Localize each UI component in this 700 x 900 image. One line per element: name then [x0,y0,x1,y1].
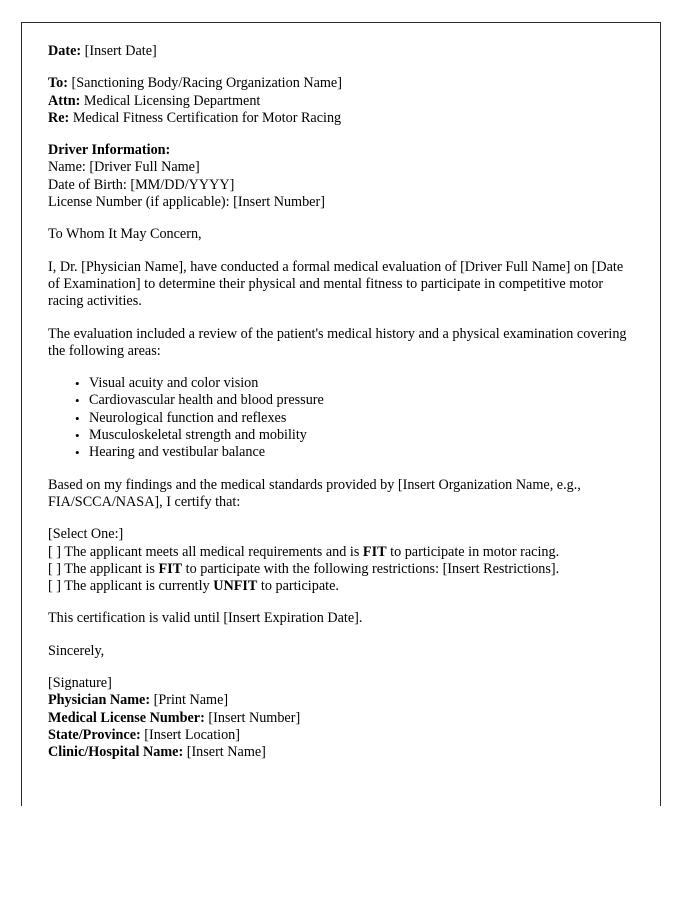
standards-paragraph-block [48,477,628,512]
validity-block [48,610,628,627]
driver-information-heading: Driver Information: [48,142,171,159]
date-value: [Insert Date] [84,43,157,59]
medical-license-number-value: [Insert Number] [208,709,301,726]
checkbox-icon[interactable]: [ ] [48,560,61,577]
attn-label: Attn: [48,92,81,109]
attn-value: Medical Licensing Department [83,92,261,109]
driver-dob-line: Date of Birth: [MM/DD/YYYY] [48,176,235,193]
certification-options-block [48,526,628,595]
list-item: • Musculoskeletal strength and mobility [89,427,628,444]
closing-block [48,643,628,660]
clinic-hospital-value: [Insert Name] [186,744,266,761]
state-province-value: [Insert Location] [144,726,240,743]
checkbox-icon[interactable]: [ ] [48,578,61,595]
option-text-after: to participate in motor racing. [390,543,560,560]
to-label: To: [48,75,68,92]
document-body [48,43,628,762]
medical-license-number-line [48,710,628,727]
medical-license-number-label: Medical License Number: [48,709,205,726]
re-value: Medical Fitness Certification for Motor Racing [72,109,342,126]
certification-option-unfit[interactable] [48,578,628,595]
driver-name-line: Name: [Driver Full Name] [48,159,200,176]
certification-option-fit[interactable] [48,544,628,561]
option-text-before: The applicant is [64,560,155,577]
date-label: Date: [48,43,82,59]
certification-option-fit-with-restrictions[interactable] [48,561,628,578]
state-province-label: State/Province: [48,726,141,743]
clinic-hospital-label: Clinic/Hospital Name: [48,744,184,761]
document-page-frame [21,22,661,806]
option-emphasis: FIT [362,543,387,560]
option-text-after: to participate. [260,578,339,595]
attn-line [48,93,628,110]
select-one-label: [Select One:] [48,526,124,543]
salutation-block [48,226,628,243]
validity-paragraph: This certification is valid until [Insert Expiration Date]. [48,610,363,627]
recipient-block [48,75,628,127]
re-label: Re: [48,109,70,126]
closing-line: Sincerely, [48,642,105,659]
to-value: [Sanctioning Body/Racing Organization Name] [71,75,342,92]
examination-areas-list [48,375,628,461]
option-text-after: to participate with the following restrictions: [Insert Restrictions]. [185,560,560,577]
physician-name-label: Physician Name: [48,692,151,709]
signature-placeholder: [Signature] [48,675,112,692]
driver-license-line: License Number (if applicable): [Insert Number] [48,194,325,211]
intro-paragraph-block [48,259,628,311]
list-item: • Hearing and vestibular balance [89,444,628,461]
option-text-before: The applicant is currently [64,578,210,595]
intro-paragraph: I, Dr. [Physician Name], have conducted a formal medical evaluation of [Driver Full Name] on [Date of Examination] to determine their physical and mental fitness to participate in competitive motor racing activities. [48,258,624,310]
option-text-before: The applicant meets all medical requirements and is [64,543,360,560]
physician-name-line [48,692,628,709]
to-line [48,75,628,92]
evaluation-paragraph: The evaluation included a review of the patient's medical history and a physical examination covering the following areas: [48,325,627,359]
signature-block [48,675,628,761]
list-item: • Visual acuity and color vision [89,375,628,392]
clinic-hospital-line [48,744,628,761]
salutation-line: To Whom It May Concern, [48,226,202,243]
driver-information-block [48,142,628,211]
checkbox-icon[interactable]: [ ] [48,543,61,560]
standards-paragraph: Based on my findings and the medical standards provided by [Insert Organization Name, e.g., FIA/SCCA/NASA], I certify that: [48,476,581,510]
date-block [48,43,628,60]
evaluation-paragraph-block [48,326,628,361]
list-item: • Cardiovascular health and blood pressure [89,392,628,409]
state-province-line [48,727,628,744]
physician-name-value: [Print Name] [153,692,229,709]
option-emphasis: FIT [158,560,183,577]
re-line [48,110,628,127]
date-line [48,43,628,60]
option-emphasis: UNFIT [213,578,258,595]
list-item: • Neurological function and reflexes [89,410,628,427]
